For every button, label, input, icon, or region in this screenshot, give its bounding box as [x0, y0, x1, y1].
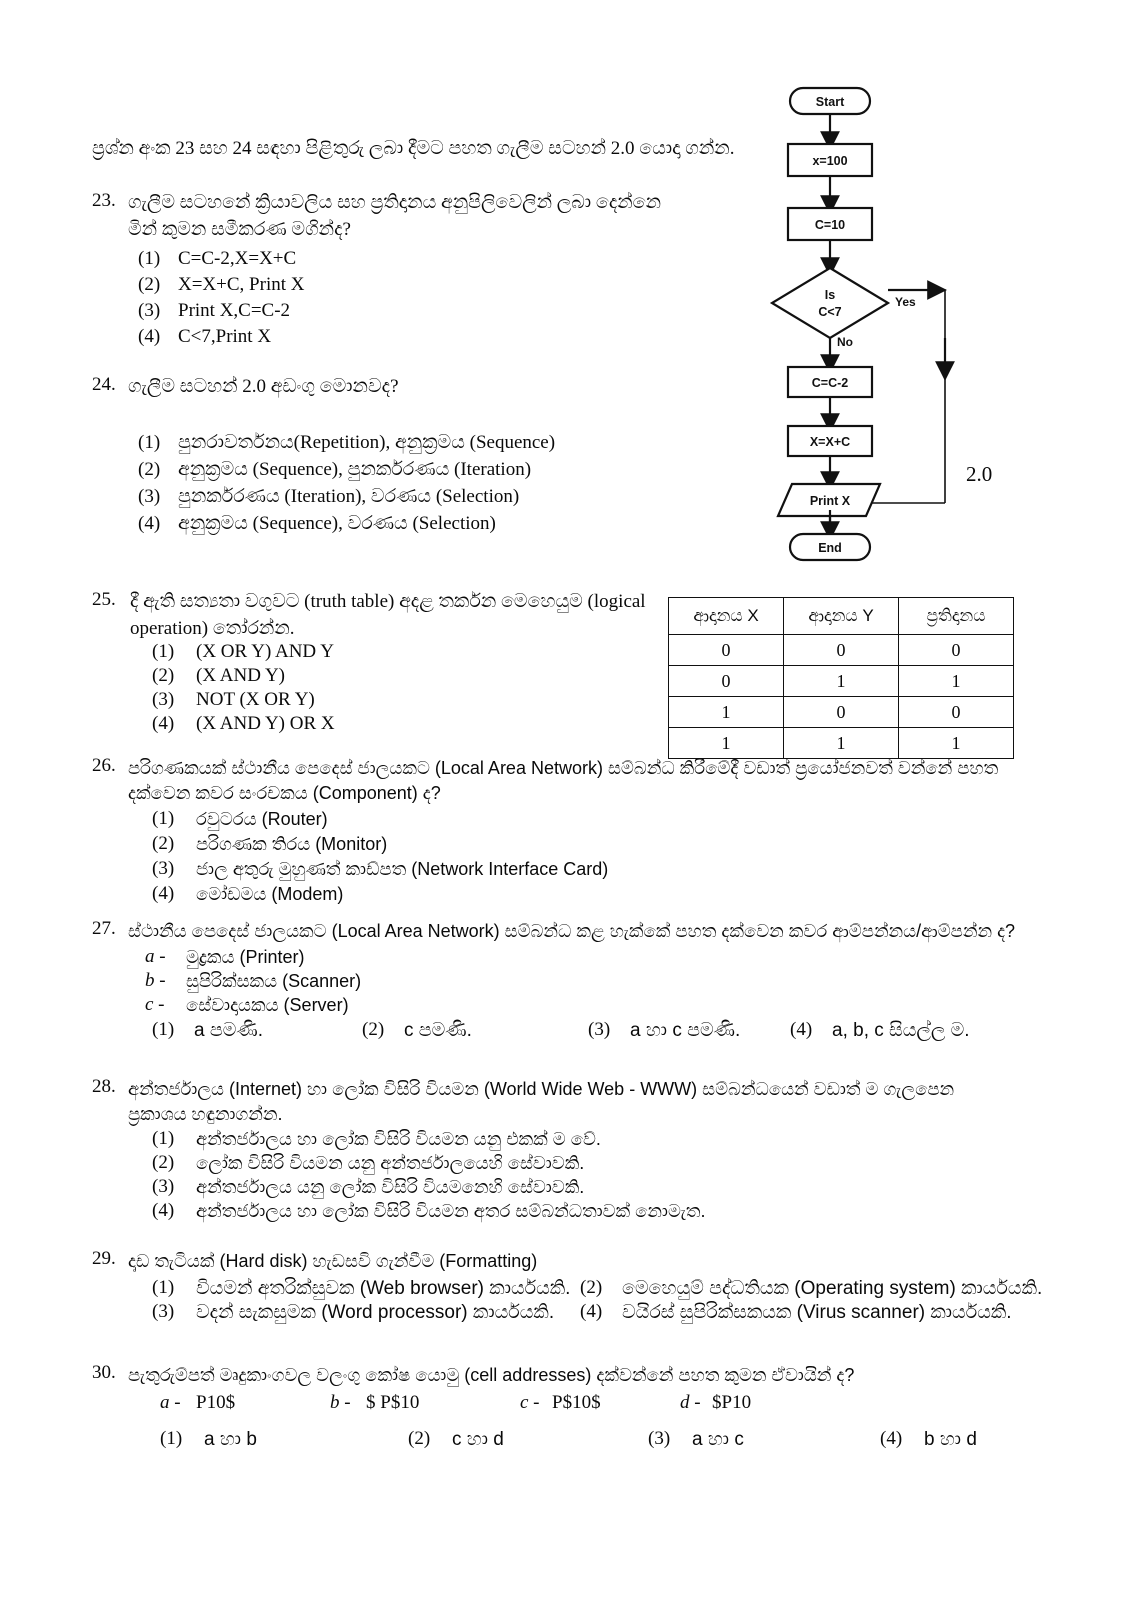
- question-23-number: 23.: [92, 190, 116, 211]
- table-row: [669, 697, 1014, 728]
- question-26-option-4-text[interactable]: මෝඩමය (Modem): [196, 884, 344, 904]
- table-row: [669, 635, 1014, 666]
- question-28-option-4-marker[interactable]: (4): [152, 1200, 175, 1221]
- question-28-stem-line-2: ප්‍රකාශය හඳුනාගන්න.: [128, 1104, 283, 1124]
- question-23-option-4-text[interactable]: C<7,Print X: [178, 326, 272, 347]
- question-30-item-d-text: $P10: [712, 1392, 752, 1413]
- question-24-option-2-marker[interactable]: (2): [138, 459, 161, 480]
- question-27-item-a-text: මුද්‍රකය (Printer): [186, 947, 305, 967]
- flow-label-no: No: [837, 335, 853, 349]
- flow-node-decision-label-2: C<7: [818, 305, 842, 319]
- question-30-item-b-text: $ P$10: [366, 1392, 420, 1413]
- question-29-stem-line-1: දෘඩ තැටියක් (Hard disk) හැඩසවි ගැන්වීම (Formatting): [128, 1251, 538, 1271]
- question-24-option-2-text[interactable]: අනුක්‍රමය (Sequence), පුනර්කරණය (Iteration): [178, 459, 532, 480]
- question-30-item-a-marker: a -: [160, 1392, 181, 1413]
- truth-table-header-x: ආදානය X: [669, 598, 784, 635]
- question-30-option-4-marker[interactable]: (4): [880, 1428, 903, 1449]
- truth-table-header-y: ආදානය Y: [784, 598, 899, 635]
- question-25-option-1-text[interactable]: (X OR Y) AND Y: [196, 641, 334, 662]
- truth-cell-r3c2: 1: [899, 728, 1014, 759]
- question-30-option-2-marker[interactable]: (2): [408, 1428, 431, 1449]
- question-27-item-a-marker: a -: [145, 946, 166, 967]
- question-23-option-3-text[interactable]: Print X,C=C-2: [178, 300, 291, 321]
- flow-node-init-c-label: C=10: [814, 218, 846, 232]
- question-25-option-3-text[interactable]: NOT (X OR Y): [196, 689, 315, 710]
- question-30-option-3-text[interactable]: a හා c: [692, 1429, 744, 1450]
- question-25-option-4-marker[interactable]: (4): [152, 713, 175, 734]
- truth-table: [668, 597, 1014, 759]
- question-29-option-3-text[interactable]: වදන් සැකසුමක (Word processor) කාර්යයකි.: [196, 1302, 555, 1323]
- question-29-option-2-text[interactable]: මෙහෙයුම් පද්ධතියක (Operating system) කාර්යයකි.: [622, 1278, 1043, 1299]
- flowchart-number-label: 2.0: [966, 462, 993, 486]
- question-27-option-4-marker[interactable]: (4): [790, 1019, 813, 1040]
- question-27-option-1-marker[interactable]: (1): [152, 1019, 175, 1040]
- truth-cell-r2c0: 1: [669, 697, 784, 728]
- question-24-option-1-text[interactable]: පුනරාවර්තනය(Repetition), අනුක්‍රමය (Sequence): [178, 432, 556, 453]
- question-24-option-4-text[interactable]: අනුක්‍රමය (Sequence), වරණය (Selection): [178, 513, 496, 534]
- flow-node-start-label: Start: [815, 95, 845, 109]
- question-26-stem-line-2: දක්වෙන කවර සංරචකය (Component) ද?: [128, 783, 441, 803]
- question-28-option-3-marker[interactable]: (3): [152, 1176, 175, 1197]
- question-29-option-2-marker[interactable]: (2): [580, 1277, 603, 1298]
- question-23-stem-line-1: ගැලීම සටහනේ ක්‍රියාවලිය සහ ප්‍රතිදානය අනුපිලිවෙලින් ලබා දෙන්නෙ: [128, 192, 662, 213]
- question-26-stem-line-1: පරිගණකයක් ස්ථානීය පෙදෙස් ජාලයකට (Local Area Network) සම්බන්ධ කිරීමේදී වඩාත් ප්‍රයෝජනවත් වන්නේ පහත: [128, 758, 999, 778]
- question-23-option-2-marker[interactable]: (2): [138, 274, 161, 295]
- flow-edge-yes-path: [936, 290, 945, 503]
- truth-cell-r2c2: 0: [899, 697, 1014, 728]
- flow-node-end-label: End: [818, 541, 842, 555]
- question-26-option-2-text[interactable]: පරිගණක තිරය (Monitor): [196, 834, 388, 854]
- question-28-option-1-marker[interactable]: (1): [152, 1128, 175, 1149]
- question-30-number: 30.: [92, 1362, 116, 1383]
- flow-node-add-x-label: X=X+C: [809, 435, 851, 449]
- question-28-number: 28.: [92, 1076, 116, 1097]
- question-26-option-4-marker[interactable]: (4): [152, 883, 175, 904]
- question-27-item-c-text: සේවාදායකය (Server): [186, 995, 349, 1015]
- question-28-option-2-marker[interactable]: (2): [152, 1152, 175, 1173]
- question-29-option-1-text[interactable]: වියමන් අතරික්සුවක (Web browser) කාර්යයකි.: [196, 1278, 571, 1299]
- question-24-number: 24.: [92, 374, 116, 395]
- question-27-item-b-marker: b -: [145, 970, 166, 991]
- question-25-option-4-text[interactable]: (X AND Y) OR X: [196, 713, 335, 734]
- question-23-option-2-text[interactable]: X=X+C, Print X: [178, 274, 305, 295]
- question-25-number: 25.: [92, 589, 116, 610]
- question-30-item-a-text: P10$: [196, 1392, 236, 1413]
- question-25-stem-line-1: දී ඇති සත්‍යතා වගුවට (truth table) අදළ තර්කන මෙහෙයුම (logical: [130, 591, 646, 612]
- question-23-stem-line-2: මින් කුමන සමීකරණ මගින්ද?: [128, 219, 351, 240]
- question-28-stem-line-1: අන්තර්ජාලය (Internet) හා ලෝක විසිරි වියමන (World Wide Web - WWW) සම්බන්ධයෙන් වඩාත් ම ගැලපෙන: [128, 1079, 955, 1099]
- question-26-option-3-marker[interactable]: (3): [152, 858, 175, 879]
- flow-node-dec-c-label: C=C-2: [811, 376, 849, 390]
- question-25-stem-line-2: operation) තෝරන්න.: [130, 618, 295, 639]
- question-26-option-3-text[interactable]: ජාල අතුරු මුහුණත් කාඩ්පත (Network Interface Card): [196, 859, 609, 879]
- question-23-option-1-text[interactable]: C=C-2,X=X+C: [178, 248, 297, 269]
- question-27-stem-line-1: ස්ථානීය පෙදෙස් ජාලයකට (Local Area Network) සම්බන්ධ කළ හැක්කේ පහත දක්වෙන කවර ආම්පන්නය/ආම්පන්න ද?: [128, 921, 1016, 941]
- truth-cell-r0c2: 0: [899, 635, 1014, 666]
- flow-node-decision-label-1: Is: [824, 288, 836, 302]
- intro-instruction: ප්‍රශ්න අංක 23 සහ 24 සඳහා පිළිතුරු ලබා දීමට පහත ගැලීම සටහන් 2.0 යොදා ගන්න.: [92, 138, 735, 159]
- flowchart-diagram: [740, 78, 1040, 578]
- flow-node-print-label: Print X: [809, 494, 851, 508]
- truth-cell-r1c0: 0: [669, 666, 784, 697]
- question-27-option-1-text[interactable]: a පමණි.: [194, 1020, 263, 1041]
- question-24-option-3-text[interactable]: පුනර්කරණය (Iteration), වරණය (Selection): [178, 486, 520, 507]
- question-24-stem-line-1: ගැලීම සටහන් 2.0 අඩංගු මොනවද?: [128, 376, 399, 397]
- question-26-number: 26.: [92, 755, 116, 776]
- question-30-item-c-text: P$10$: [552, 1392, 601, 1413]
- truth-cell-r0c0: 0: [669, 635, 784, 666]
- question-29-option-1-marker[interactable]: (1): [152, 1277, 175, 1298]
- question-25-option-3-marker[interactable]: (3): [152, 689, 175, 710]
- question-29-option-4-text[interactable]: වයිරස් සුපිරික්සකයක (Virus scanner) කාර්යයකි.: [622, 1302, 1012, 1323]
- question-30-option-1-text[interactable]: a හා b: [204, 1429, 257, 1450]
- question-29-option-3-marker[interactable]: (3): [152, 1301, 175, 1322]
- question-25-option-2-marker[interactable]: (2): [152, 665, 175, 686]
- question-30-item-b-marker: b -: [330, 1392, 351, 1413]
- question-23-option-3-marker[interactable]: (3): [138, 300, 161, 321]
- question-30-item-c-marker: c -: [520, 1392, 540, 1413]
- flowchart-svg: [740, 78, 1040, 578]
- question-30-option-4-text[interactable]: b හා d: [924, 1429, 977, 1450]
- question-26-option-2-marker[interactable]: (2): [152, 833, 175, 854]
- question-30-option-3-marker[interactable]: (3): [648, 1428, 671, 1449]
- flow-node-init-x-label: x=100: [812, 154, 848, 168]
- question-30-option-1-marker[interactable]: (1): [160, 1428, 183, 1449]
- question-24-option-1-marker[interactable]: (1): [138, 432, 161, 453]
- truth-table-header-row: [669, 598, 1014, 635]
- truth-cell-r0c1: 0: [784, 635, 899, 666]
- question-30-item-d-marker: d -: [680, 1392, 701, 1413]
- question-27-item-c-marker: c -: [145, 994, 165, 1015]
- flow-label-yes: Yes: [895, 295, 916, 309]
- question-27-option-3-text[interactable]: a හා c පමණි.: [630, 1020, 741, 1041]
- question-28-option-2-text[interactable]: ලෝක විසිරි වියමන යනු අන්තර්ජාලයෙහි සේවාවකි.: [196, 1153, 585, 1173]
- truth-cell-r1c2: 1: [899, 666, 1014, 697]
- question-25-option-1-marker[interactable]: (1): [152, 641, 175, 662]
- question-26-option-1-marker[interactable]: (1): [152, 808, 175, 829]
- table-row: [669, 666, 1014, 697]
- question-29-option-4-marker[interactable]: (4): [580, 1301, 603, 1322]
- question-25-option-2-text[interactable]: (X AND Y): [196, 665, 286, 686]
- question-27-number: 27.: [92, 918, 116, 939]
- question-28-option-4-text[interactable]: අන්තර්ජාලය හා ලෝක විසිරි වියමන අතර සම්බන්ධතාවක් නොමැත.: [196, 1201, 706, 1221]
- question-30-option-2-text[interactable]: c හා d: [452, 1429, 504, 1450]
- question-27-option-3-marker[interactable]: (3): [588, 1019, 611, 1040]
- truth-cell-r3c1: 1: [784, 728, 899, 759]
- question-27-item-b-text: සුපිරික්සකය (Scanner): [186, 971, 362, 991]
- truth-table-header-output: ප්‍රතිදානය: [899, 598, 1014, 635]
- question-24-option-3-marker[interactable]: (3): [138, 486, 161, 507]
- question-27-option-2-marker[interactable]: (2): [362, 1019, 385, 1040]
- question-27-option-4-text[interactable]: a, b, c සියල්ල ම.: [832, 1020, 970, 1041]
- question-30-stem-line-1: පැතුරුම්පත් මෘදුකාංගවල වලංගු කෝෂ යොමු (cell addresses) දක්වන්නේ පහත කුමන ඒවායින් ද?: [128, 1365, 855, 1385]
- question-29-number: 29.: [92, 1248, 116, 1269]
- question-24-option-4-marker[interactable]: (4): [138, 513, 161, 534]
- question-26-option-1-text[interactable]: රවුටරය (Router): [196, 809, 328, 829]
- table-row: [669, 728, 1014, 759]
- question-27-option-2-text[interactable]: c පමණි.: [404, 1020, 472, 1041]
- truth-cell-r2c1: 0: [784, 697, 899, 728]
- truth-cell-r1c1: 1: [784, 666, 899, 697]
- question-23-option-1-marker[interactable]: (1): [138, 248, 161, 269]
- question-28-option-3-text[interactable]: අන්තර්ජාලය යනු ලෝක විසිරි වියමනෙහි සේවාවකි.: [196, 1177, 585, 1197]
- question-28-option-1-text[interactable]: අන්තර්ජාලය හා ලෝක විසිරි වියමන යනු එකක් ම වේ.: [196, 1129, 601, 1149]
- question-23-option-4-marker[interactable]: (4): [138, 326, 161, 347]
- truth-cell-r3c0: 1: [669, 728, 784, 759]
- flow-node-decision: [772, 268, 888, 338]
